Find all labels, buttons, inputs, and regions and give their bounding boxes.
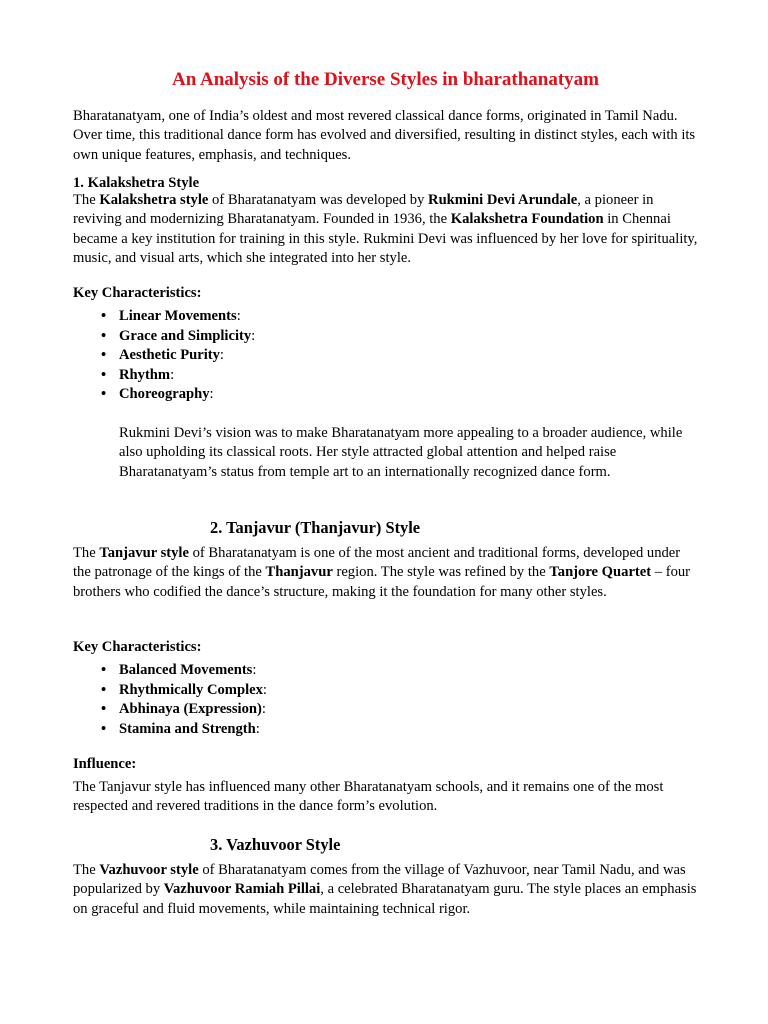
- list-item-label: Rhythmically Complex: [119, 681, 263, 698]
- bullet-icon: •: [101, 720, 107, 737]
- colon: :: [236, 308, 241, 324]
- tanjavur-heading: 2. Tanjavur (Thanjavur) Style: [210, 518, 421, 537]
- list-item-label: Abhinaya (Expression): [119, 701, 262, 717]
- tanjavur-key-label: Key Characteristics:: [73, 639, 202, 655]
- list-item: [101, 346, 255, 366]
- text-run: region. The style was refined by the: [332, 564, 550, 581]
- kalakshetra-vision-paragraph: Rukmini Devi’s vision was to make Bharatanatyam more appealing to a broader audience, while also upholding its classical roots. Her style attracted global attention and helped raise Bharatanatyam’s status from temple art to an internationally recognized dance form.: [119, 425, 683, 480]
- bold-term: Kalakshetra Foundation: [450, 211, 604, 228]
- bullet-icon: •: [101, 327, 107, 344]
- colon: :: [170, 366, 175, 383]
- bold-term: Vazhuvoor style: [99, 862, 199, 878]
- text-run: of Bharatanatyam comes from the village of Vazhuvoor, near Tamil Nadu, and was popularized by: [73, 862, 686, 898]
- list-item-label: Grace and Simplicity: [119, 327, 252, 344]
- bold-term: Vazhuvoor Ramiah Pillai: [163, 881, 321, 898]
- colon: :: [261, 701, 266, 717]
- list-item: [101, 307, 255, 327]
- kalakshetra-heading: 1. Kalakshetra Style: [73, 175, 200, 191]
- vazhuvoor-paragraph: [73, 861, 698, 919]
- colon: :: [219, 347, 224, 363]
- bullet-icon: •: [101, 366, 107, 383]
- text-run: in Chennai became a key institution for training in this style. Rukmini Devi was influenced by her love for spirituality, music, and visual arts, which she integrated into her style.: [73, 211, 698, 267]
- bold-term: Tanjavur style: [99, 545, 189, 561]
- list-item: [101, 366, 255, 386]
- bullet-icon: •: [101, 386, 107, 402]
- bullet-icon: •: [101, 662, 107, 678]
- kalakshetra-key-label: Key Characteristics:: [73, 285, 202, 301]
- document-title: An Analysis of the Diverse Styles in bharathanatyam: [172, 69, 599, 90]
- bold-term: Kalakshetra style: [99, 192, 209, 208]
- colon: :: [209, 386, 214, 402]
- list-item: [101, 720, 267, 740]
- list-item-label: Aesthetic Purity: [119, 347, 220, 363]
- intro-paragraph: Bharatanatyam, one of India’s oldest and most revered classical dance forms, originated in Tamil Nadu. Over time, this traditional dance form has evolved and diversified, resulting in distinct styles, each with its own unique features, emphasis, and techniques.: [73, 108, 696, 163]
- tanjavur-influence-label: Influence:: [73, 756, 137, 772]
- tanjavur-influence-paragraph: The Tanjavur style has influenced many other Bharatanatyam schools, and it remains one of the most respected and revered traditions in the dance form’s evolution.: [73, 779, 664, 815]
- colon: :: [255, 720, 260, 737]
- kalakshetra-paragraph: [73, 191, 698, 269]
- list-item-label: Choreography: [119, 386, 210, 402]
- bullet-icon: •: [101, 308, 107, 324]
- colon: :: [252, 662, 257, 678]
- bold-term: Tanjore Quartet: [549, 564, 652, 581]
- text-run: of Bharatanatyam is one of the most ancient and traditional forms, developed under the patronage of the kings of the: [73, 545, 681, 581]
- list-item: [101, 661, 267, 681]
- bold-term: Rukmini Devi Arundale: [428, 192, 578, 208]
- text-run: , a celebrated Bharatanatyam guru. The style places an emphasis on graceful and fluid movements, while maintaining technical rigor.: [73, 881, 697, 917]
- vazhuvoor-heading: 3. Vazhuvoor Style: [210, 835, 341, 854]
- list-item-label: Balanced Movements: [119, 662, 253, 678]
- list-item: [101, 327, 255, 347]
- tanjavur-paragraph: [73, 544, 698, 602]
- colon: :: [251, 327, 256, 344]
- kalakshetra-characteristics-list: [101, 307, 255, 405]
- text-run: The: [73, 545, 100, 561]
- bullet-icon: •: [101, 681, 107, 698]
- bullet-icon: •: [101, 347, 107, 363]
- text-run: – four brothers who codified the dance’s structure, making it the foundation for many other styles.: [73, 564, 691, 600]
- colon: :: [262, 681, 267, 698]
- list-item: [101, 385, 255, 405]
- list-item: [101, 681, 267, 701]
- tanjavur-characteristics-list: [101, 661, 267, 739]
- text-run: The: [73, 192, 100, 208]
- bold-term: Thanjavur: [265, 564, 333, 581]
- list-item-label: Stamina and Strength: [119, 720, 256, 737]
- list-item-label: Rhythm: [119, 366, 171, 383]
- text-run: , a pioneer in reviving and modernizing Bharatanatyam. Founded in 1936, the: [73, 192, 654, 228]
- text-run: of Bharatanatyam was developed by: [208, 192, 429, 208]
- list-item: [101, 700, 267, 720]
- list-item-label: Linear Movements: [119, 308, 237, 324]
- bullet-icon: •: [101, 701, 107, 717]
- text-run: The: [73, 862, 100, 878]
